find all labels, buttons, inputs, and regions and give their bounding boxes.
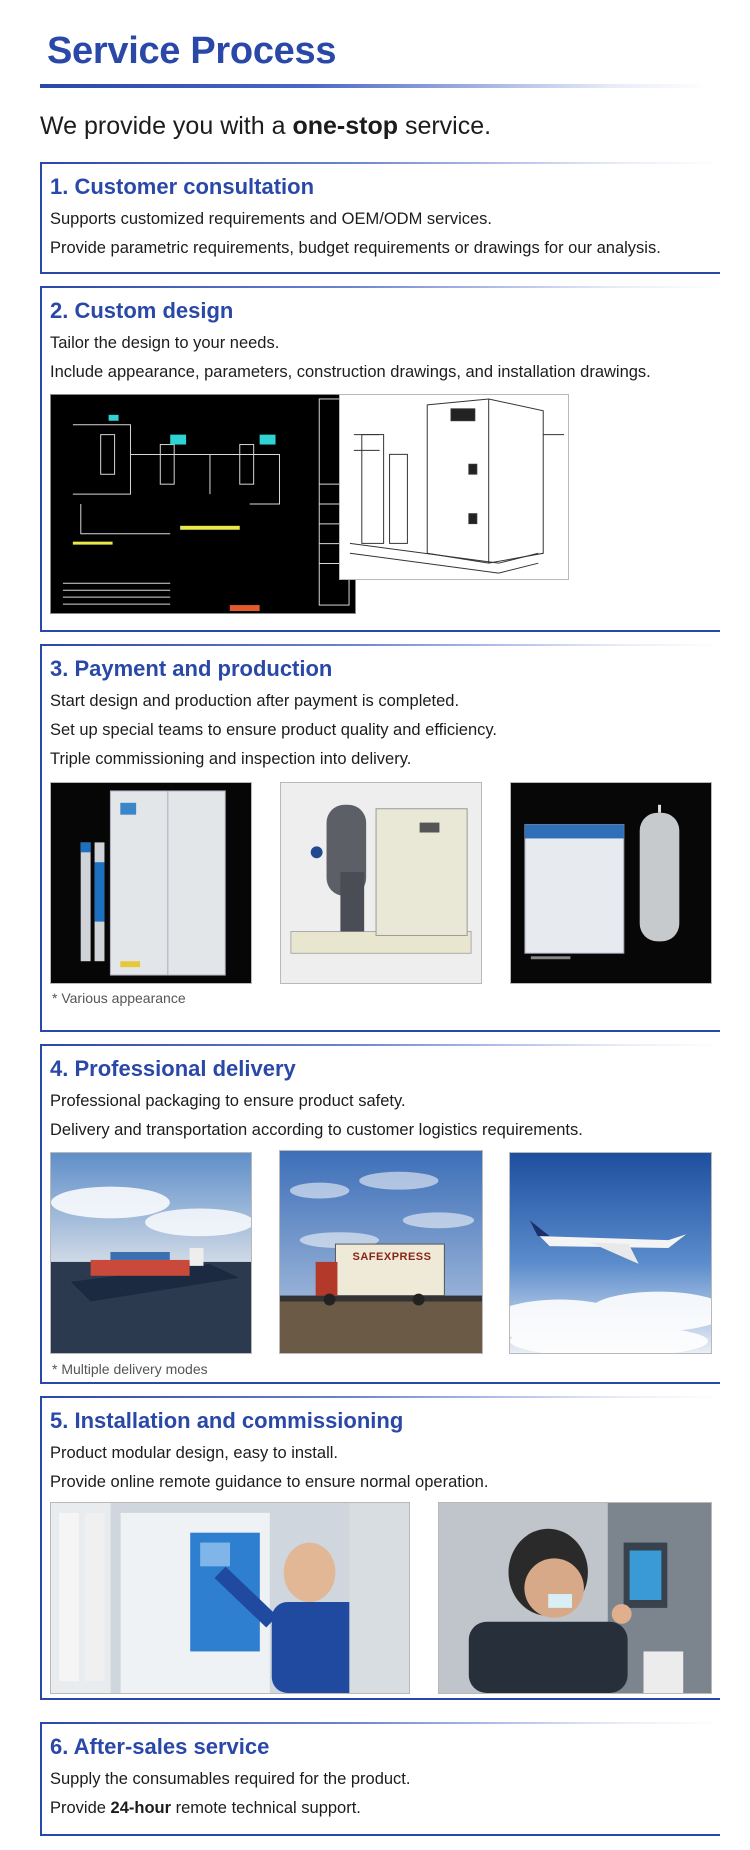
step-title: 5. Installation and commissioning [50, 1408, 404, 1433]
step-text [50, 1799, 361, 1818]
step-card-after-sales [40, 1722, 720, 1836]
truck-sign: SAFEXPRESS [352, 1251, 432, 1263]
step-text: Triple commissioning and inspection into delivery. [50, 750, 412, 768]
step-card-installation [40, 1396, 720, 1700]
cargo-ship-image [50, 1152, 252, 1354]
production-note: * Various appearance [52, 990, 186, 1006]
oxygen-generator-image [50, 782, 252, 984]
technician-inspection-image [438, 1502, 712, 1694]
intro-text-start: We provide you with a [40, 112, 293, 140]
step-text: Provide parametric requirements, budget requirements or drawings for our analysis. [50, 239, 661, 257]
step-text: Supports customized requirements and OEM/ODM services. [50, 210, 492, 228]
nitrogen-generator-image [510, 782, 712, 984]
step-text: Include appearance, parameters, construction drawings, and installation drawings. [50, 363, 651, 381]
step-title: 1. Customer consultation [50, 174, 315, 199]
step-title: 2. Custom design [50, 298, 234, 323]
support-hours: 24-hour [110, 1799, 172, 1817]
title-divider [40, 84, 710, 88]
intro-text-bold: one-stop [292, 112, 398, 140]
step-title: 4. Professional delivery [50, 1056, 296, 1081]
truck-transport-image [279, 1150, 483, 1354]
technician-operating-panel-image [50, 1502, 410, 1694]
airplane-image [509, 1152, 712, 1354]
page-title: Service Process [47, 30, 337, 72]
step-text: Product modular design, easy to install. [50, 1444, 338, 1462]
step-text: Set up special teams to ensure product quality and efficiency. [50, 721, 497, 739]
step-text: Provide online remote guidance to ensure normal operation. [50, 1473, 489, 1491]
step-text: Professional packaging to ensure product safety. [50, 1092, 406, 1110]
delivery-note: * Multiple delivery modes [52, 1361, 208, 1377]
step-title: 6. After-sales service [50, 1734, 270, 1759]
step-card-delivery [40, 1044, 720, 1384]
step-text: Supply the consumables required for the product. [50, 1770, 411, 1788]
support-text-start: Provide [50, 1799, 111, 1817]
step-title: 3. Payment and production [50, 656, 333, 681]
cad-drawing-image [50, 394, 356, 614]
intro-text [40, 112, 491, 141]
step-card-consultation [40, 162, 720, 274]
step-text: Delivery and transportation according to customer logistics requirements. [50, 1121, 583, 1139]
step-text: Tailor the design to your needs. [50, 334, 280, 352]
step-card-design [40, 286, 720, 632]
compressor-unit-image [280, 782, 482, 984]
step-text: Start design and production after payment is completed. [50, 692, 460, 710]
intro-text-end: service. [398, 112, 492, 140]
step-card-production [40, 644, 720, 1032]
support-text-end: remote technical support. [171, 1799, 361, 1817]
installation-drawing-image [339, 394, 569, 580]
